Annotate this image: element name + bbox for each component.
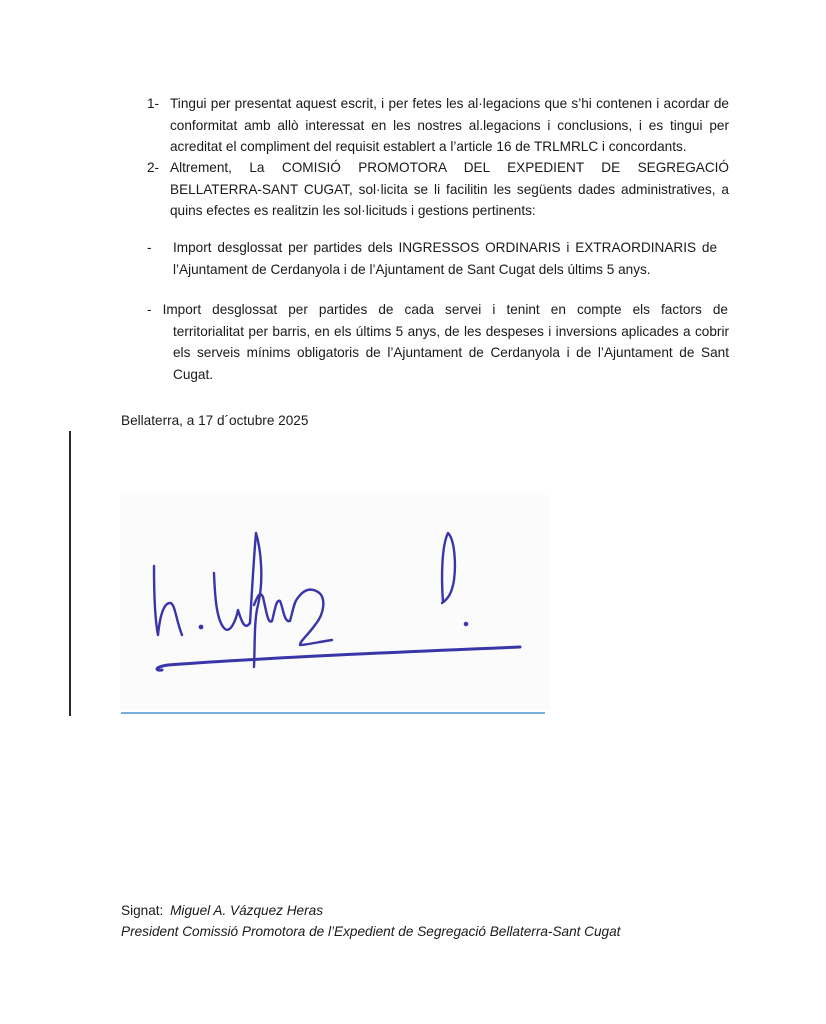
item-number: 2- [147, 160, 160, 175]
signature-line [121, 712, 545, 714]
bullet-marker: - [147, 240, 152, 255]
item-number: 1- [147, 96, 160, 111]
bullet-first-line: - Import desglossat per partides de cada servei i tenint en compte els factors de [147, 302, 728, 317]
signer-name: Miguel A. Vázquez Heras [170, 903, 323, 918]
item-text: Tingui per presentat aquest escrit, i per fetes les al·legacions que s’hi contenen i acordar de conformitat amb allò interessat en les nostres al.legacions i conclusions, i es tingui per acreditat el compliment del requisit establert a l’article 16 de TRLMRLC i concordants. [170, 96, 729, 154]
bullet-text: Import desglossat per partides dels INGRESSOS ORDINARIS i EXTRAORDINARIS de l’Ajuntament de Cerdanyola i de l’Ajuntament de Sant Cugat dels últims 5 anys. [173, 240, 717, 277]
signed-by [121, 903, 323, 918]
signature-dot-2 [465, 623, 468, 626]
signer-role: President Comissió Promotora de l’Expedient de Segregació Bellaterra-Sant Cugat [121, 924, 621, 939]
bullet-continuation: territorialitat per barris, en els últims 5 anys, de les despeses i inversions aplicades a cobrir els serveis mínims obligatoris de l’Ajuntament de Cerdanyola i de l’Ajuntament de Sant Cugat. [173, 323, 729, 382]
margin-line [69, 431, 71, 716]
signature-dot [200, 626, 203, 629]
handwritten-signature [120, 495, 550, 710]
signature-paper [120, 495, 550, 710]
signed-label: Signat: [121, 903, 164, 918]
place-and-date: Bellaterra, a 17 d´octubre 2025 [121, 413, 309, 428]
item-text: Altrement, La COMISIÓ PROMOTORA DEL EXPEDIENT DE SEGREGACIÓ BELLATERRA-SANT CUGAT, sol·licita se li facilitin les següents dades administratives, a quins efectes es realitzin les sol·licituds i gestions pertinents: [170, 160, 729, 218]
